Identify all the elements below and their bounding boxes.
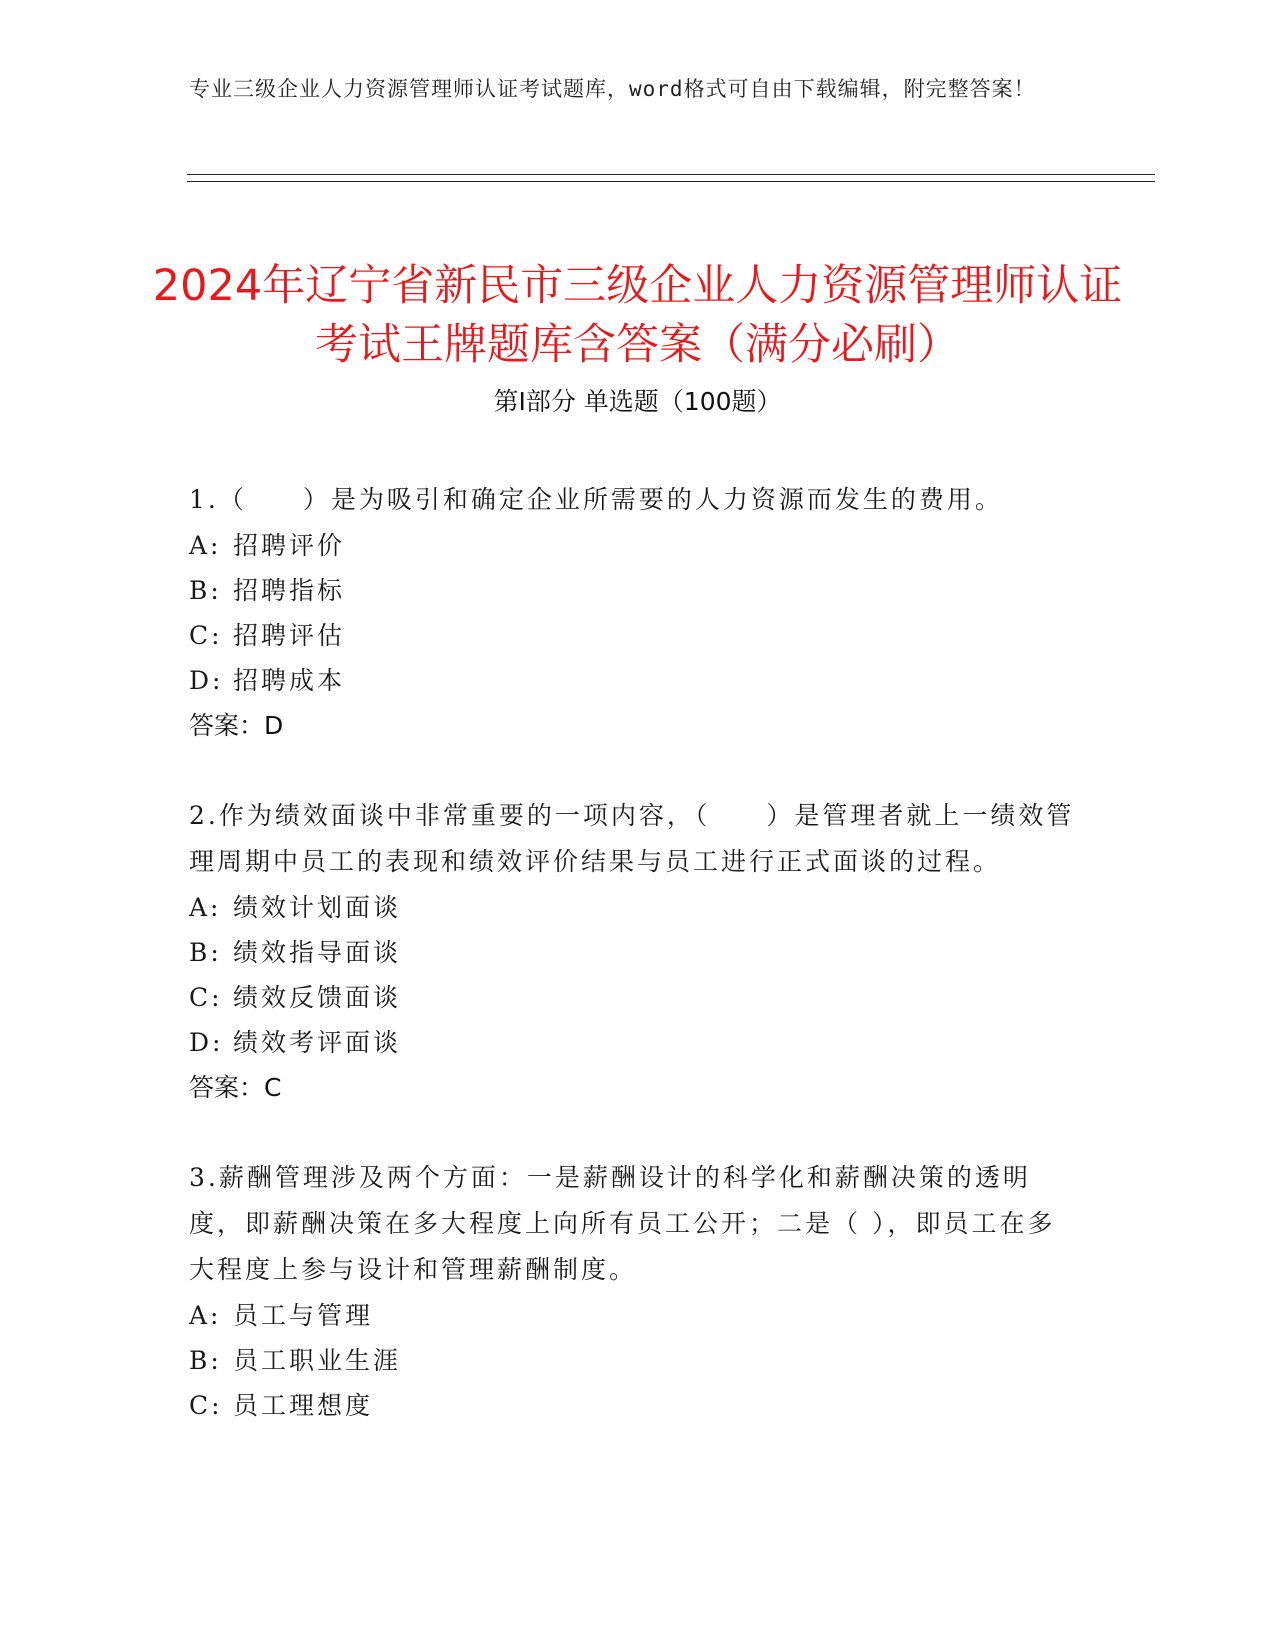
- option-c: [189, 1383, 1079, 1428]
- option-text: 员工与管理: [233, 1301, 374, 1330]
- option-list: [189, 885, 1079, 1065]
- option-letter: A:: [189, 893, 222, 922]
- document-title: 2024年辽宁省新民市三级企业人力资源管理师认证考试王牌题库含答案（满分必刷）: [152, 260, 1123, 370]
- question-stem: 3.薪酬管理涉及两个方面：一是薪酬设计的科学化和薪酬决策的透明度，即薪酬决策在多大程度上向所有员工公开；二是（ ），即员工在多大程度上参与设计和管理薪酬制度。: [189, 1163, 1056, 1284]
- header-note: 专业三级企业人力资源管理师认证考试题库，word格式可自由下载编辑，附完整答案！: [189, 77, 1036, 101]
- option-d: [189, 658, 1079, 703]
- question-3: [189, 1155, 1079, 1428]
- option-b: [189, 1338, 1079, 1383]
- header-divider-bottom: [187, 181, 1155, 182]
- option-c: [189, 613, 1079, 658]
- option-b: [189, 568, 1079, 613]
- option-text: 绩效指导面谈: [233, 938, 402, 967]
- option-letter: A:: [189, 531, 222, 560]
- question-1: [189, 477, 1079, 748]
- option-text: 员工理想度: [233, 1391, 374, 1420]
- option-text: 绩效反馈面谈: [233, 983, 402, 1012]
- option-text: 绩效考评面谈: [233, 1028, 402, 1057]
- option-text: 员工职业生涯: [233, 1346, 402, 1375]
- option-letter: B:: [189, 1346, 222, 1375]
- option-letter: C:: [189, 1391, 223, 1420]
- option-list: [189, 523, 1079, 703]
- option-b: [189, 930, 1079, 975]
- option-text: 绩效计划面谈: [233, 893, 402, 922]
- option-text: 招聘评价: [233, 531, 346, 560]
- option-letter: A:: [189, 1301, 222, 1330]
- question-stem: 1.（ ）是为吸引和确定企业所需要的人力资源而发生的费用。: [189, 485, 1003, 514]
- option-a: [189, 523, 1079, 568]
- option-letter: D:: [189, 666, 224, 695]
- answer: 答案：D: [189, 711, 284, 740]
- question-stem: 2.作为绩效面谈中非常重要的一项内容，（ ）是管理者就上一绩效管理周期中员工的表现和绩效评价结果与员工进行正式面谈的过程。: [189, 801, 1075, 876]
- question-2: [189, 793, 1079, 1110]
- option-a: [189, 1293, 1079, 1338]
- section-heading: 第Ⅰ部分 单选题（100题）: [493, 387, 782, 416]
- question-list: [189, 477, 1079, 1473]
- option-c: [189, 975, 1079, 1020]
- option-d: [189, 1020, 1079, 1065]
- option-letter: B:: [189, 576, 222, 605]
- option-letter: C:: [189, 621, 223, 650]
- option-letter: C:: [189, 983, 223, 1012]
- option-list: [189, 1293, 1079, 1428]
- header-divider-top: [187, 174, 1155, 175]
- option-a: [189, 885, 1079, 930]
- option-letter: D:: [189, 1028, 224, 1057]
- option-text: 招聘评估: [233, 621, 346, 650]
- option-text: 招聘成本: [233, 666, 346, 695]
- option-letter: B:: [189, 938, 222, 967]
- answer: 答案：C: [189, 1073, 282, 1102]
- option-text: 招聘指标: [233, 576, 346, 605]
